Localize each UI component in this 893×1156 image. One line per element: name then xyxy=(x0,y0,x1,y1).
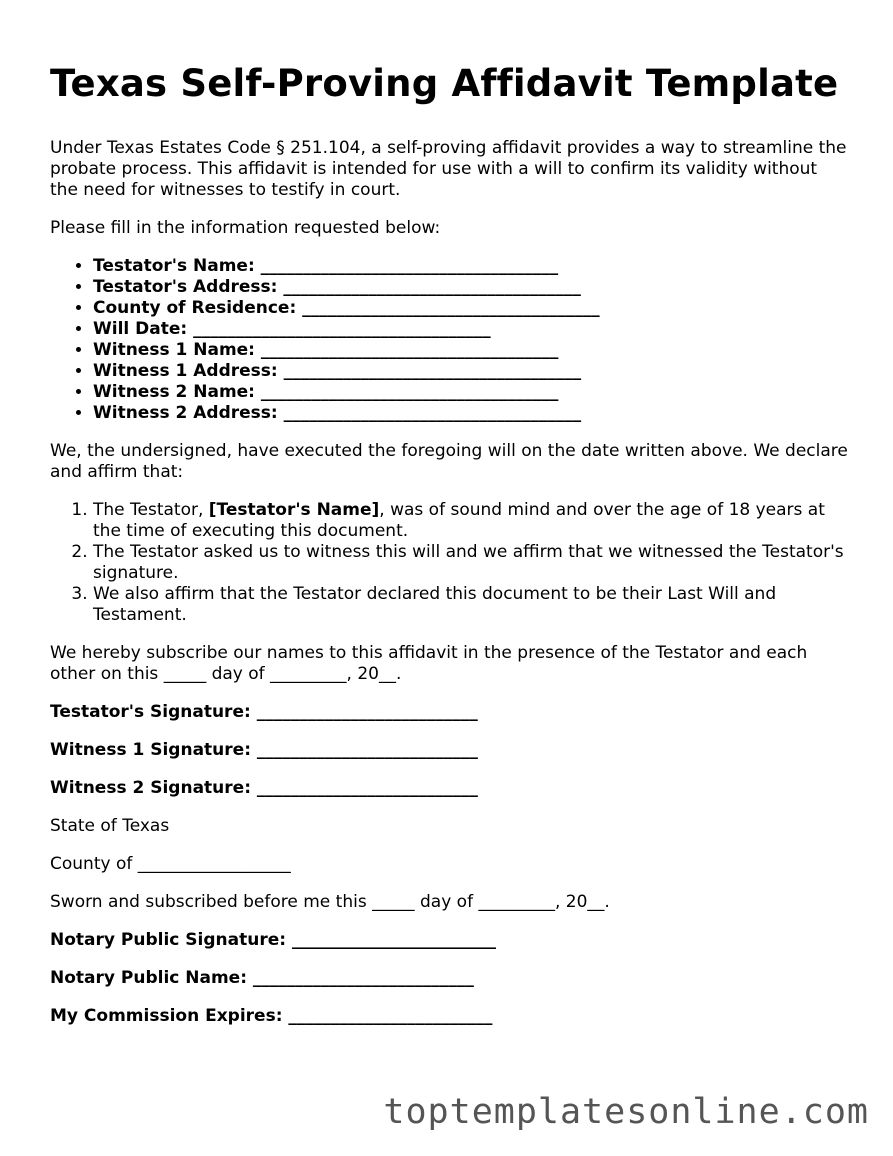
field-witness-1-address: • Witness 1 Address: ___________________________________ xyxy=(93,361,850,382)
notary-name-line: Notary Public Name: __________________________ xyxy=(50,968,474,988)
field-testator-address: • Testator's Address: ___________________________________ xyxy=(93,277,850,298)
field-county-of-residence: • County of Residence: ___________________________________ xyxy=(93,298,850,319)
witness-1-signature-line: Witness 1 Signature: __________________________ xyxy=(50,740,478,760)
document-title: Texas Self-Proving Affidavit Template xyxy=(50,62,839,105)
declaration-item-2: 2. The Testator asked us to witness this will and we affirm that we witnessed the Testator's signature. xyxy=(93,542,850,584)
state-line: State of Texas xyxy=(50,816,170,836)
notary-signature-line: Notary Public Signature: ________________________ xyxy=(50,930,496,950)
field-witness-2-address: • Witness 2 Address: ___________________________________ xyxy=(93,403,850,424)
declaration-item-3: 3. We also affirm that the Testator declared this document to be their Last Will and Testament. xyxy=(93,584,850,626)
declaration-item-1-pre: The Testator, xyxy=(93,500,209,520)
instruction-text: Please fill in the information requested below: xyxy=(50,218,441,238)
county-line: County of __________________ xyxy=(50,854,291,874)
document-page xyxy=(50,60,850,1044)
declaration-intro: We, the undersigned, have executed the foregoing will on the date written above. We declare and affirm that: xyxy=(50,441,848,482)
field-witness-2-name: • Witness 2 Name: ___________________________________ xyxy=(93,382,850,403)
sworn-line: Sworn and subscribed before me this _____ day of _________, 20__. xyxy=(50,892,610,912)
subscribe-paragraph: We hereby subscribe our names to this affidavit in the presence of the Testator and each other on this _____ day of _________, 20__. xyxy=(50,643,808,684)
declaration-item-1-post: , was of sound mind and over the age of 18 years at the time of executing this document. xyxy=(93,500,825,541)
witness-2-signature-line: Witness 2 Signature: __________________________ xyxy=(50,778,478,798)
info-field-list xyxy=(50,256,850,424)
field-testator-name: • Testator's Name: ___________________________________ xyxy=(93,256,850,277)
testator-name-placeholder: [Testator's Name] xyxy=(208,500,380,520)
testator-signature-line: Testator's Signature: __________________________ xyxy=(50,702,478,722)
intro-paragraph: Under Texas Estates Code § 251.104, a self-proving affidavit provides a way to streamline the probate process. This affidavit is intended for use with a will to confirm its validity without the need for witnesses to testify in court. xyxy=(50,138,847,200)
declaration-item-1 xyxy=(93,500,850,542)
field-will-date: • Will Date: ___________________________________ xyxy=(93,319,850,340)
commission-expires-line: My Commission Expires: ________________________ xyxy=(50,1006,493,1026)
field-witness-1-name: • Witness 1 Name: ___________________________________ xyxy=(93,340,850,361)
declaration-list xyxy=(50,500,850,626)
site-watermark: toptemplatesonline.com xyxy=(383,1092,869,1132)
